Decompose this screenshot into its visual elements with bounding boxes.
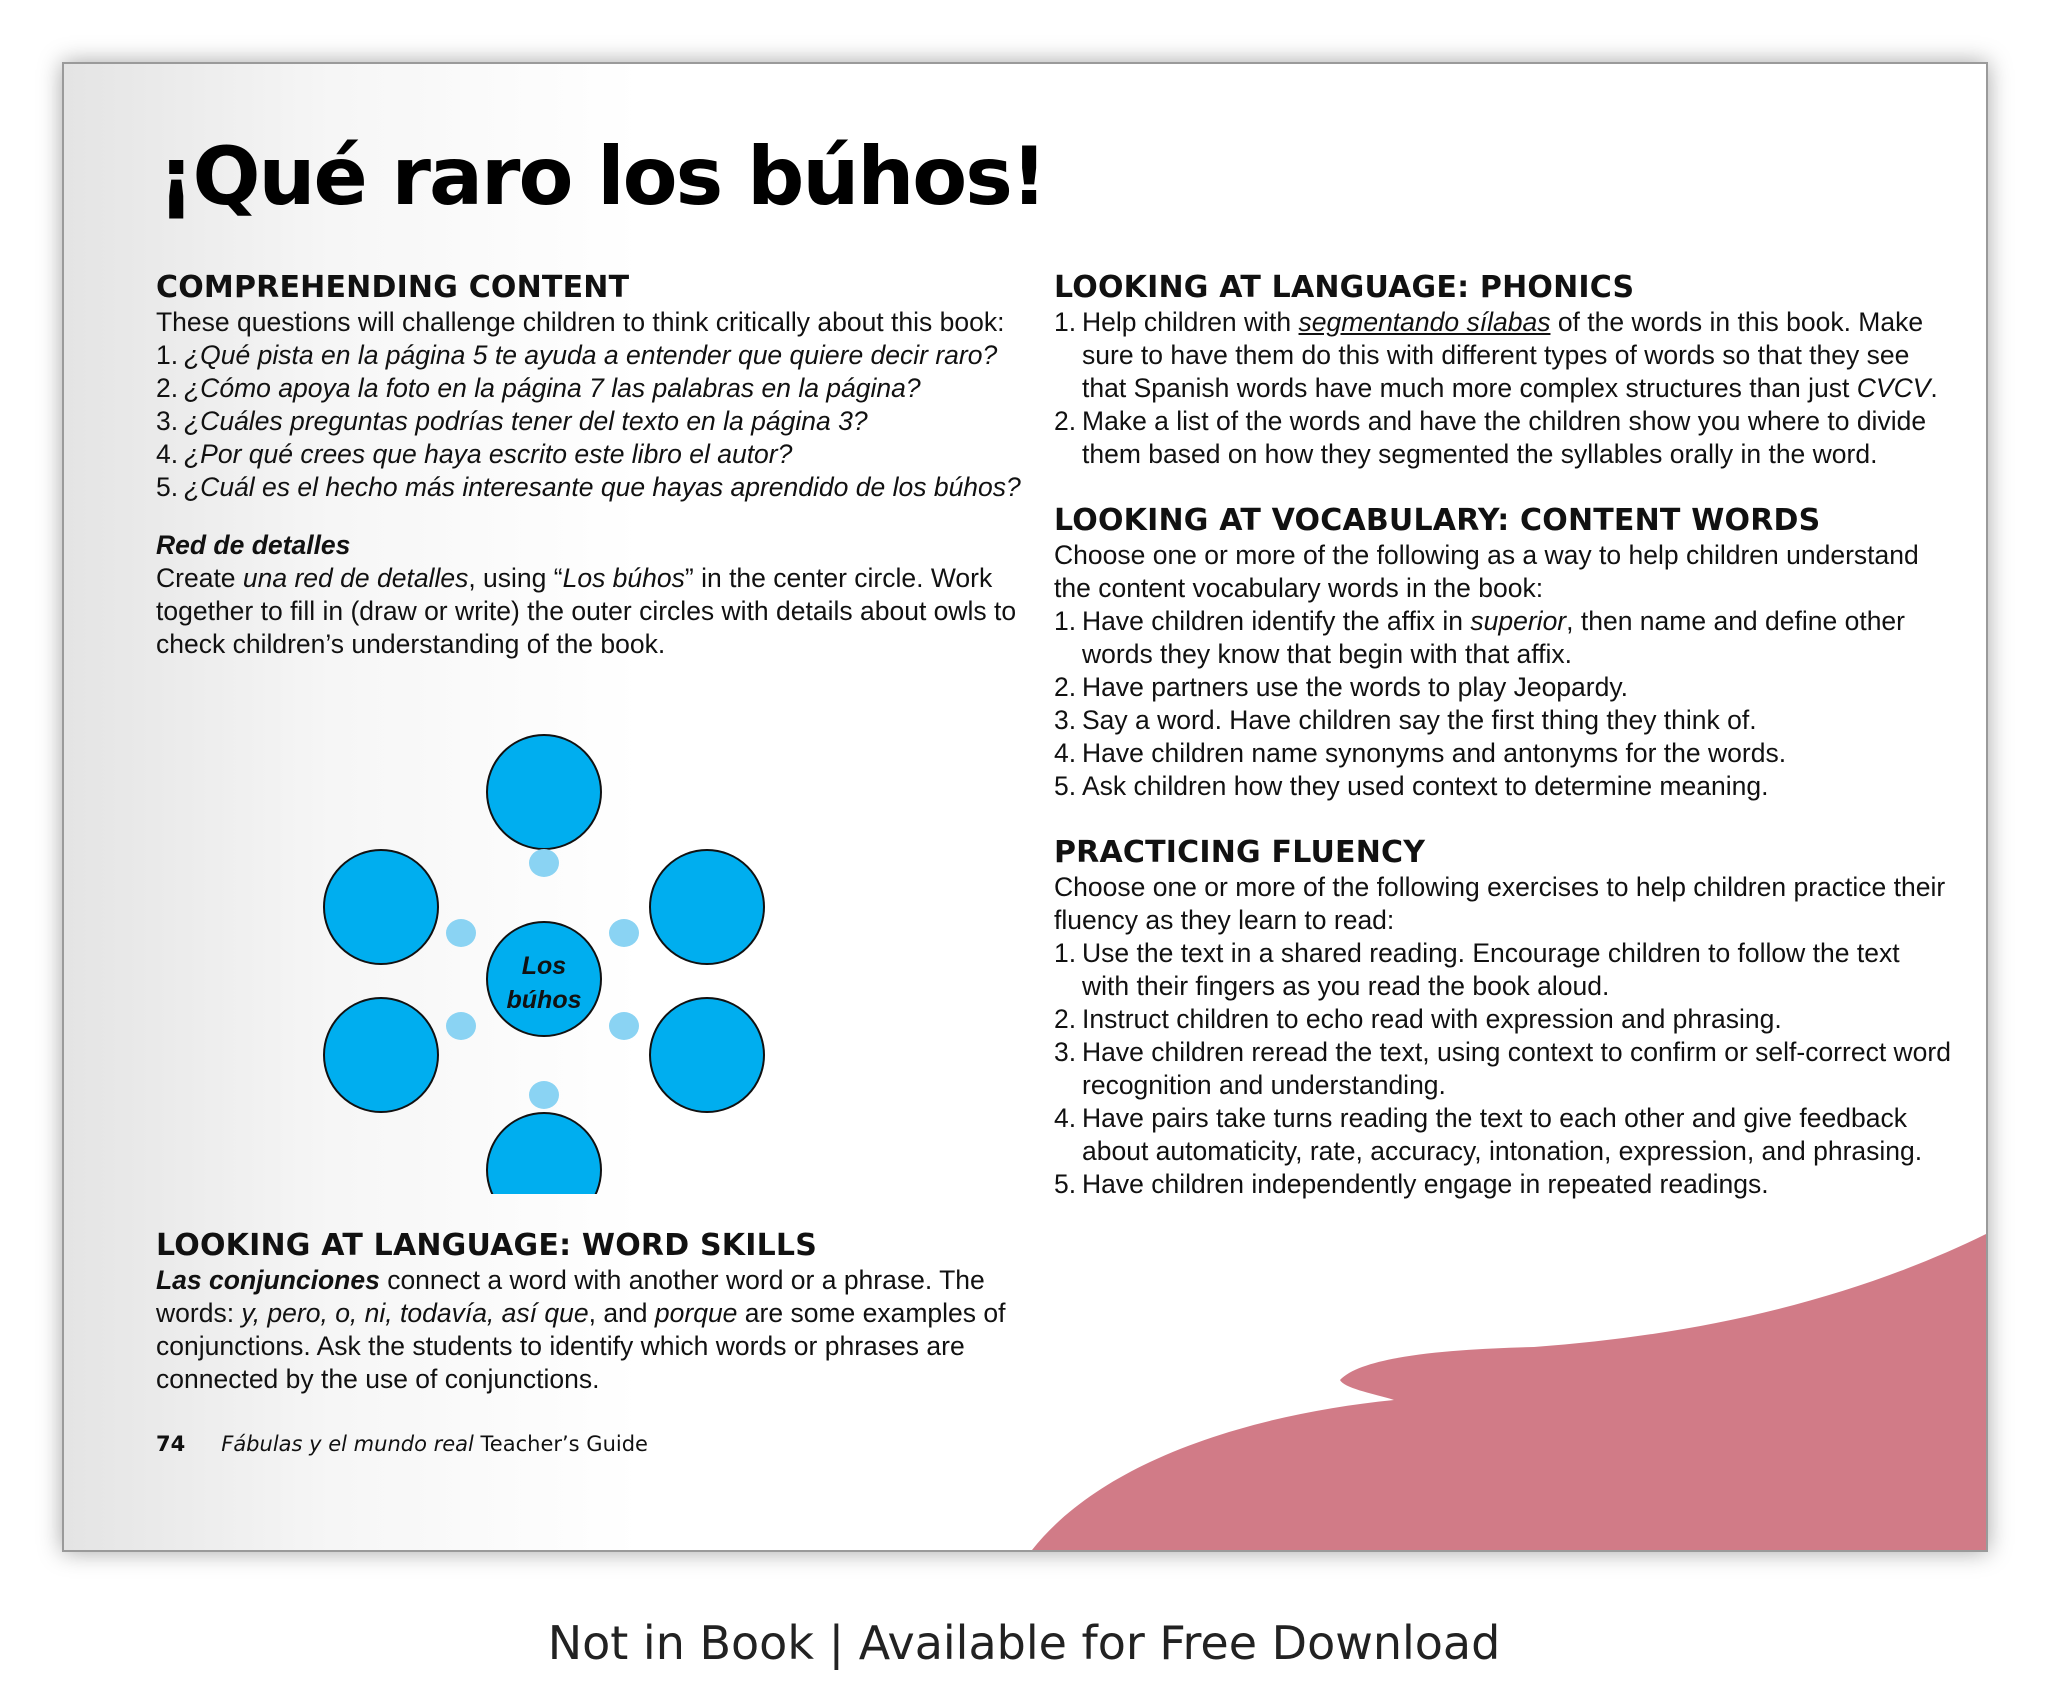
phonics-heading: LOOKING AT LANGUAGE: PHONICS [1054, 270, 1635, 305]
question-item: 2. ¿Cómo apoya la foto en la página 7 las palabras en la página? [156, 373, 921, 403]
outer-circle-upper-right [650, 850, 764, 964]
word-skills-heading: LOOKING AT LANGUAGE: WORD SKILLS [156, 1228, 818, 1263]
red-de-detalles-text: Create una red de detalles, using “Los búhos” in the center circle. Work together to fill in (draw or write) the outer circles with details about owls to check children’s understanding of the book. [156, 563, 1017, 659]
download-banner: Not in Book | Available for Free Download [547, 1616, 1501, 1670]
fluency-item: 1. Use the text in a shared reading. Encourage children to follow the text with their fingers as you read the book aloud. [1054, 938, 1900, 1001]
page-number: 74 [156, 1432, 186, 1456]
vocabulary-item: 4. Have children name synonyms and antonyms for the words. [1054, 738, 1787, 768]
outer-circle-lower-left [324, 998, 438, 1112]
vocabulary-item: 5. Ask children how they used context to determine meaning. [1054, 771, 1769, 801]
vocabulary-item: 3. Say a word. Have children say the first thing they think of. [1054, 705, 1757, 735]
fluency-item: 5. Have children independently engage in repeated readings. [1054, 1169, 1769, 1199]
question-item: 4. ¿Por qué crees que haya escrito este libro el autor? [156, 439, 793, 469]
connector-dot [529, 849, 559, 877]
fluency-item: 3. Have children reread the text, using context to confirm or self-correct word recognition and understanding. [1054, 1037, 1951, 1100]
comprehending-intro: These questions will challenge children to think critically about this book: [156, 307, 1005, 337]
vocabulary-heading: LOOKING AT VOCABULARY: CONTENT WORDS [1054, 503, 1821, 538]
question-item: 5. ¿Cuál es el hecho más interesante que hayas aprendido de los búhos? [156, 472, 1021, 502]
center-label-line2: búhos [506, 986, 582, 1014]
guide-page [62, 62, 1988, 1552]
connector-dot [609, 1012, 639, 1040]
right-column [1054, 270, 1954, 1201]
vocabulary-item: 2. Have partners use the words to play Jeopardy. [1054, 672, 1628, 702]
page-title: ¡Qué raro los búhos! [158, 130, 1046, 223]
page-footer [156, 1432, 648, 1456]
connector-dot [529, 1081, 559, 1109]
outer-circle-upper-left [324, 850, 438, 964]
phonics-list [1054, 306, 1954, 471]
fluency-list [1054, 937, 1954, 1201]
word-skills-text: Las conjunciones connect a word with another word or a phrase. The words: y, pero, o, ni, todavía, así que, and porque are some examples of conjunctions. Ask the students to identify which words or phrases are connected by the use of conjunctions. [156, 1265, 1006, 1394]
phonics-item: 1. Help children with segmentando sílabas of the words in this book. Make sure to have them do this with different types of words so that they see that Spanish words have much more complex structures than just CVCV. [1054, 307, 1938, 403]
vocabulary-intro: Choose one or more of the following as a way to help children understand the content vocabulary words in the book: [1054, 540, 1919, 603]
outer-circle-lower-right [650, 998, 764, 1112]
comprehending-questions [156, 339, 1026, 504]
question-item: 3. ¿Cuáles preguntas podrías tener del texto en la página 3? [156, 406, 868, 436]
guide-label: Teacher’s Guide [473, 1432, 648, 1456]
vocabulary-item: 1. Have children identify the affix in superior, then name and define other words they know that begin with that affix. [1054, 606, 1905, 669]
fluency-intro: Choose one or more of the following exercises to help children practice their fluency as they learn to read: [1054, 872, 1946, 935]
red-de-detalles-heading: Red de detalles [156, 530, 351, 560]
left-column [156, 270, 1026, 661]
fluency-item: 2. Instruct children to echo read with expression and phrasing. [1054, 1004, 1782, 1034]
connector-dot [446, 1012, 476, 1040]
vocabulary-list [1054, 605, 1954, 803]
fluency-heading: PRACTICING FLUENCY [1054, 835, 1426, 870]
connector-dot [609, 919, 639, 947]
details-web-diagram [319, 734, 769, 1194]
book-title: Fábulas y el mundo real [221, 1432, 474, 1456]
question-item: 1. ¿Qué pista en la página 5 te ayuda a entender que quiere decir raro? [156, 340, 998, 370]
fluency-item: 4. Have pairs take turns reading the text to each other and give feedback about automaticity, rate, accuracy, intonation, expression, and phrasing. [1054, 1103, 1923, 1166]
comprehending-heading: COMPREHENDING CONTENT [156, 270, 630, 305]
outer-circle-bottom [487, 1113, 601, 1194]
phonics-item: 2. Make a list of the words and have the children show you where to divide them based on how they segmented the syllables orally in the word. [1054, 406, 1927, 469]
outer-circle-top [487, 735, 601, 849]
center-label-line1: Los [521, 952, 567, 980]
word-skills-section [156, 1228, 1026, 1396]
connector-dot [446, 919, 476, 947]
